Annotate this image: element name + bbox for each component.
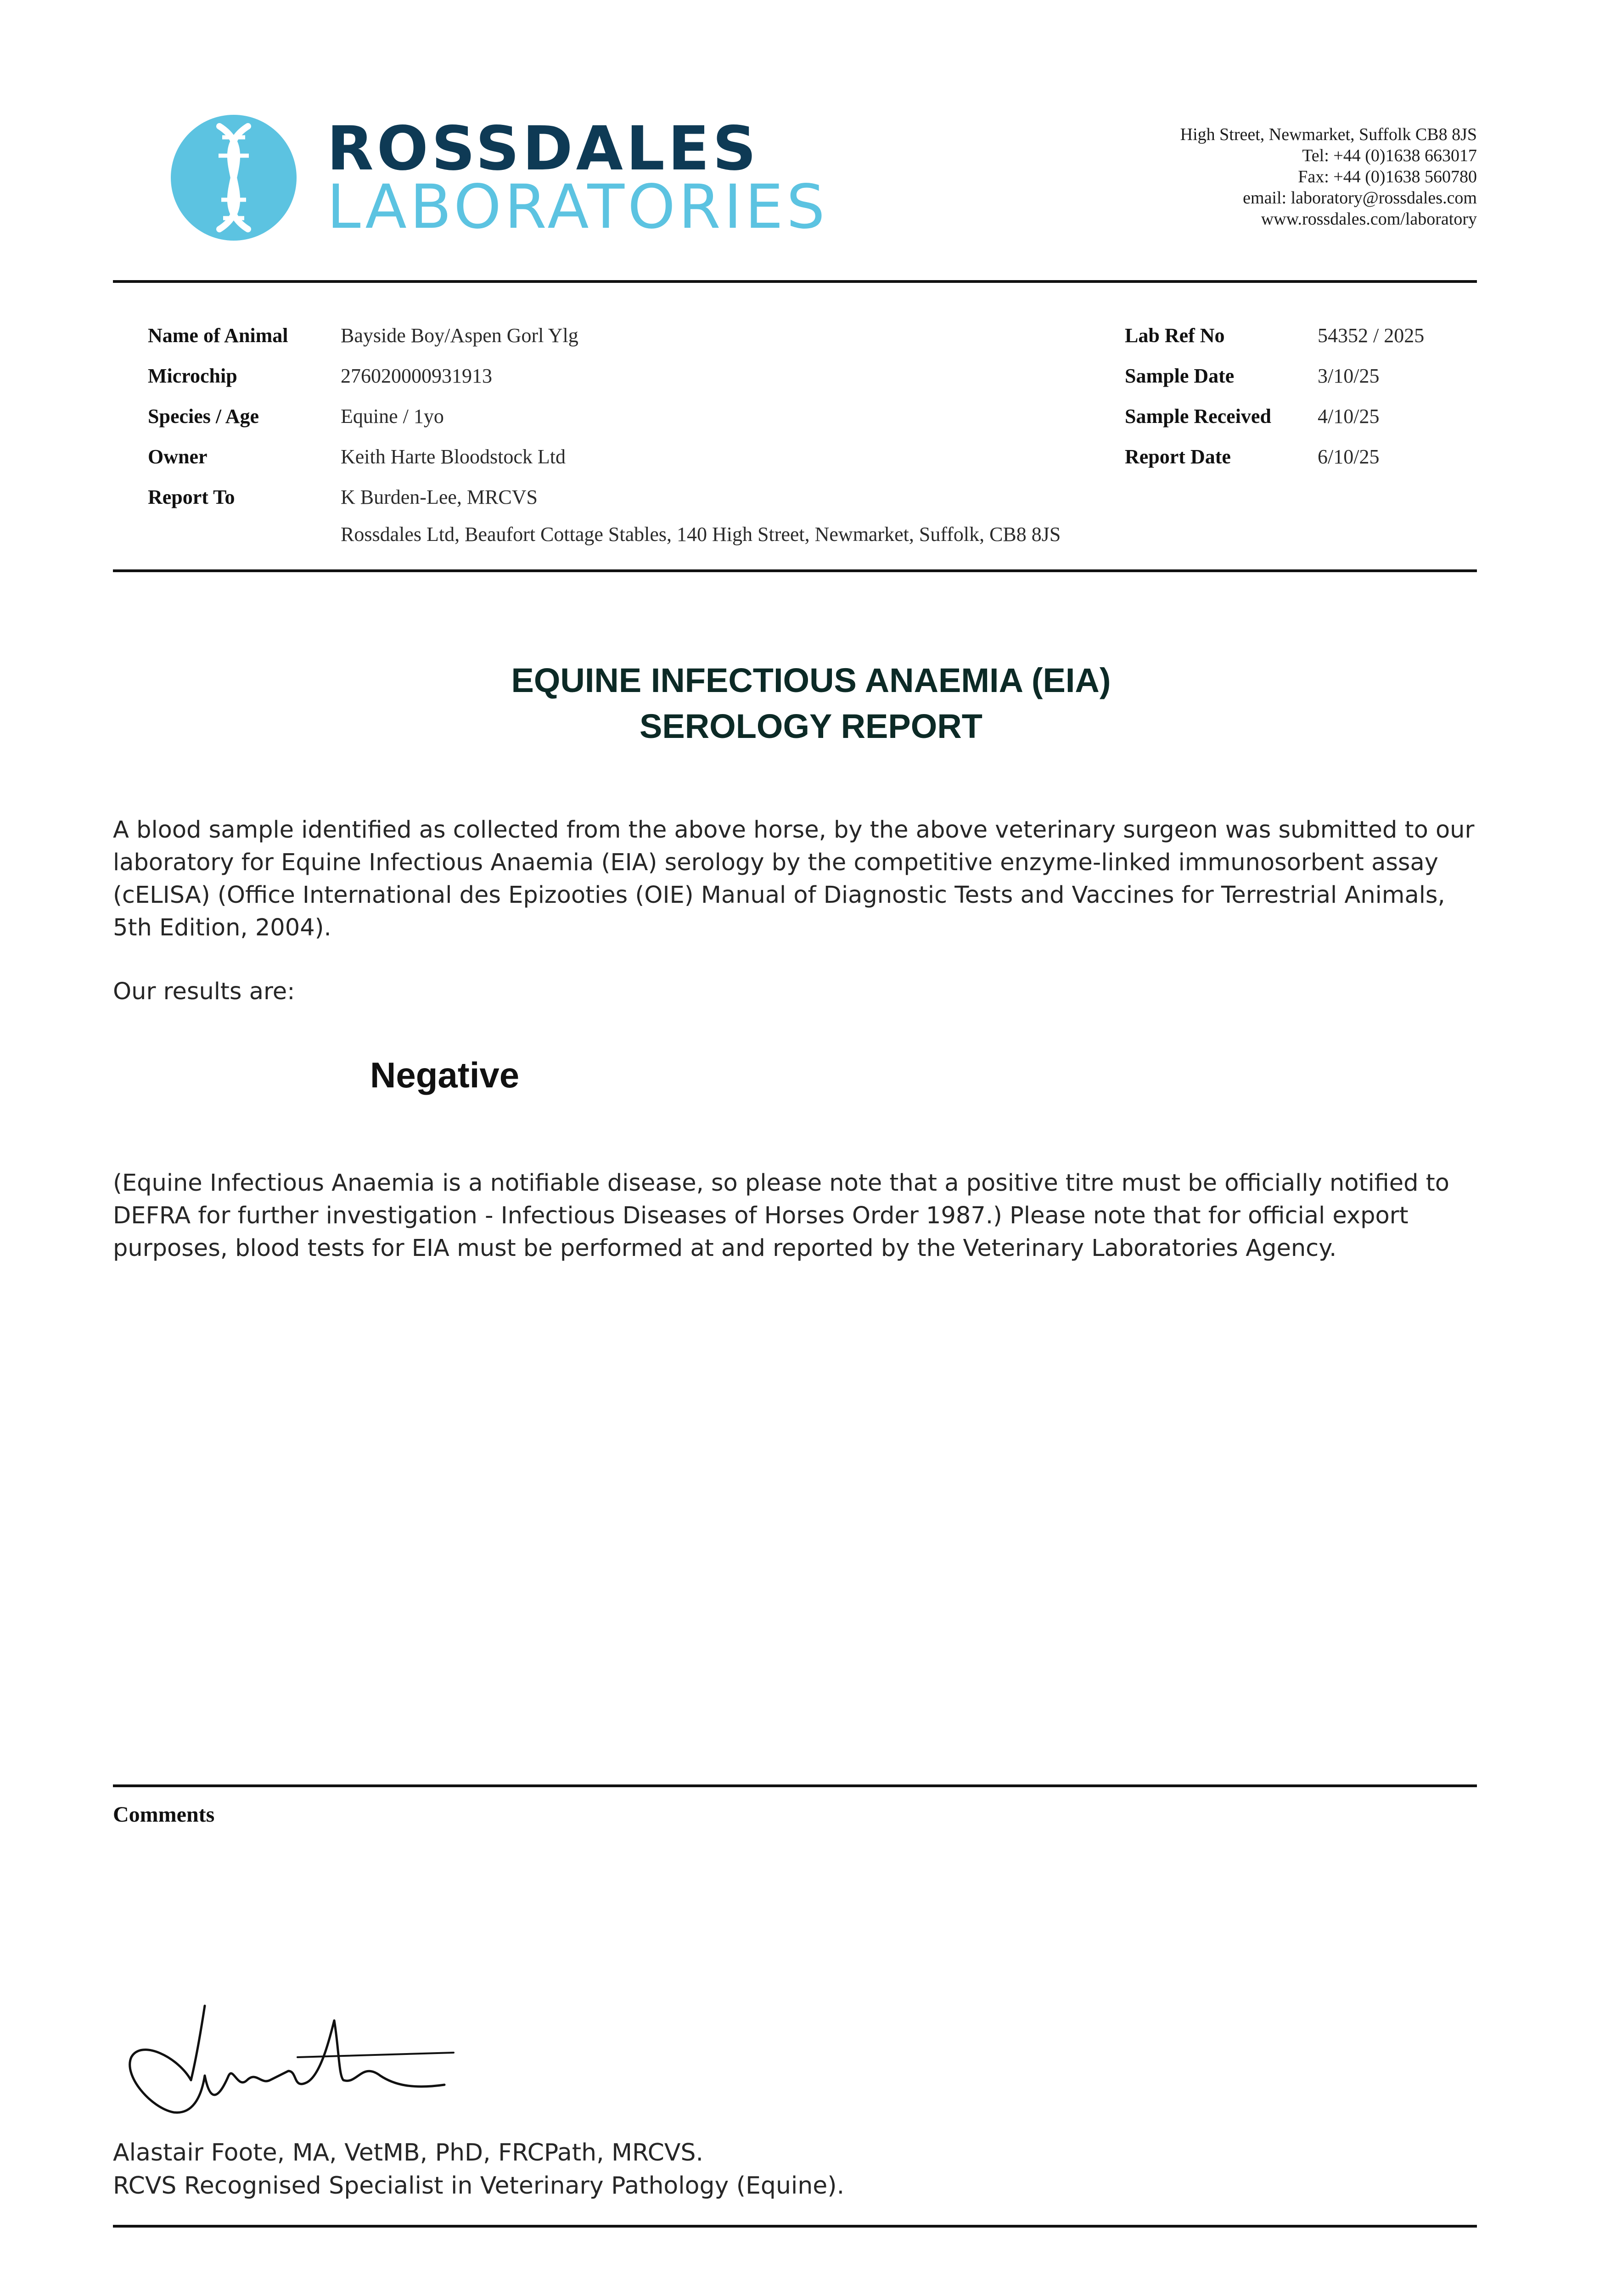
owner-label: Owner — [148, 445, 208, 468]
address-email: email: laboratory@rossdales.com — [1243, 188, 1477, 208]
microchip-label: Microchip — [148, 365, 237, 387]
signature-image — [123, 2002, 472, 2126]
species-age-label: Species / Age — [148, 405, 259, 428]
signatory-title: RCVS Recognised Specialist in Veterinary Pathology (Equine). — [113, 2172, 845, 2200]
report-intro-paragraph: A blood sample identified as collected from the above horse, by the above veterinary surgeon was submitted to our laboratory for Equine Infectious Anaemia (EIA) serology by the competitive enzyme-linked immunosorbent assay (cELISA) (Office International des Epizooties (OIE) Manual of Diagnostic Tests and Vaccines for Terrestrial Animals, 5th Edition, 2004). — [113, 816, 1475, 941]
footer-divider — [113, 2225, 1477, 2228]
comments-divider — [113, 1784, 1477, 1787]
report-to-label: Report To — [148, 486, 235, 508]
microchip-value: 276020000931913 — [341, 365, 492, 387]
address-fax: Fax: +44 (0)1638 560780 — [1298, 167, 1477, 186]
report-title — [0, 658, 1622, 749]
animal-name-value: Bayside Boy/Aspen Gorl Ylg — [341, 324, 578, 347]
sample-date-label: Sample Date — [1125, 365, 1235, 387]
report-date-label: Report Date — [1125, 445, 1231, 468]
report-date-value: 6/10/25 — [1318, 445, 1380, 468]
brand-name-line1: ROSSDALES — [327, 113, 760, 184]
lab-ref-label: Lab Ref No — [1125, 324, 1225, 347]
test-result: Negative — [370, 1055, 520, 1095]
address-web: www.rossdales.com/laboratory — [1261, 209, 1477, 229]
species-age-value: Equine / 1yo — [341, 405, 444, 428]
report-title-line1: EQUINE INFECTIOUS ANAEMIA (EIA) — [511, 661, 1111, 699]
sample-received-label: Sample Received — [1125, 405, 1271, 428]
address-street: High Street, Newmarket, Suffolk CB8 8JS — [1180, 125, 1477, 144]
report-title-line2: SEROLOGY REPORT — [640, 707, 982, 745]
header-divider — [113, 280, 1477, 283]
lab-address-block — [1180, 124, 1477, 230]
details-divider — [113, 569, 1477, 572]
signatory-name: Alastair Foote, MA, VetMB, PhD, FRCPath, MRCVS. — [113, 2139, 704, 2167]
report-to-value: K Burden-Lee, MRCVS — [341, 486, 538, 508]
comments-label: Comments — [113, 1802, 215, 1827]
results-intro: Our results are: — [113, 978, 295, 1005]
brand-name-line2: LABORATORIES — [327, 172, 828, 242]
report-to-address: Rossdales Ltd, Beaufort Cottage Stables, 140 High Street, Newmarket, Suffolk, CB8 8JS — [341, 523, 1061, 546]
notifiable-disease-note: (Equine Infectious Anaemia is a notifiable disease, so please note that a positive titre must be officially notified to DEFRA for further investigation - Infectious Diseases of Horses Order 1987.) Please note that for official export purposes, blood tests for EIA must be performed at and reported by the Veterinary Laboratories Agency. — [113, 1170, 1449, 1262]
owner-value: Keith Harte Bloodstock Ltd — [341, 445, 566, 468]
dna-logo-icon — [168, 113, 299, 242]
animal-name-label: Name of Animal — [148, 324, 288, 347]
sample-date-value: 3/10/25 — [1318, 365, 1380, 387]
sample-received-value: 4/10/25 — [1318, 405, 1380, 428]
lab-ref-value: 54352 / 2025 — [1318, 324, 1425, 347]
address-tel: Tel: +44 (0)1638 663017 — [1302, 146, 1477, 165]
